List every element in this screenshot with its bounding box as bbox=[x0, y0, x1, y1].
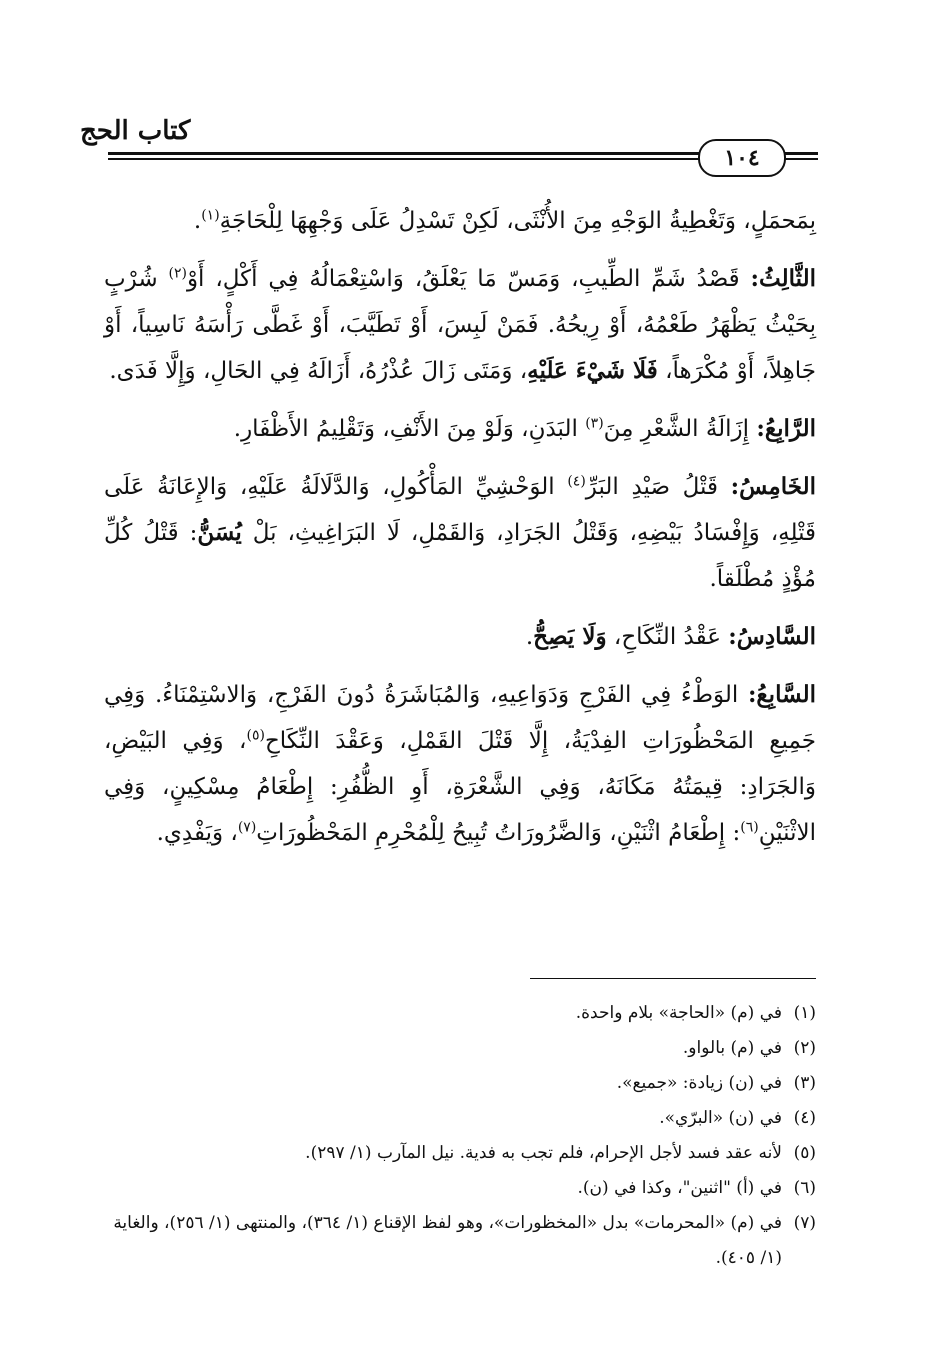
text-segment: إِزَالَةُ الشَّعْرِ مِنَ bbox=[603, 416, 757, 442]
footnote-text: في (أ) "اثنين"، وكذا في (ن). bbox=[577, 1178, 782, 1198]
footnote-item bbox=[104, 1101, 816, 1136]
footnotes bbox=[104, 996, 816, 1276]
emphasized-text: وَلَا يَصِحُّ bbox=[533, 623, 607, 650]
footnote-item bbox=[104, 1136, 816, 1171]
footnote-text: لأنه عقد فسد لأجل الإحرام، فلم تجب به فدية. نيل المآرب (١/ ٢٩٧). bbox=[305, 1143, 782, 1163]
paragraph-heading: الخَامِسُ: bbox=[730, 473, 816, 500]
paragraph bbox=[104, 672, 816, 856]
text-segment: الوَحْشِيِّ المَأْكُولِ، وَالدَّلَالَةُ عَلَيْهِ، وَالإِعَانَةُ عَلَى قَتْلِهِ، وَإِفْسَادُ بَيْضِهِ، وَقَتْلُ الجَرَادِ، وَالقَمْلِ، لَا البَرَاغِيثِ، بَلْ bbox=[104, 474, 817, 546]
footnote-reference[interactable]: (٢) bbox=[168, 265, 187, 282]
footnote-reference[interactable]: (٥) bbox=[246, 727, 265, 744]
footnote-item bbox=[104, 1066, 816, 1101]
footnote-number: (١) bbox=[793, 1003, 816, 1023]
footnote-number: (٤) bbox=[793, 1108, 816, 1128]
main-text bbox=[104, 198, 816, 868]
header-rule-end bbox=[790, 152, 818, 160]
footnote-reference[interactable]: (٧) bbox=[237, 819, 257, 836]
paragraph bbox=[104, 464, 816, 602]
text-segment: قَصْدُ شَمِّ الطِّيبِ، وَمَسّ مَا يَعْلَقُ، وَاسْتِعْمَالُهُ فِي أَكْلٍ، أَوْ bbox=[186, 266, 751, 292]
paragraph bbox=[104, 198, 816, 244]
footnote-reference[interactable]: (٣) bbox=[585, 415, 604, 432]
footnote-text: في (ن) زيادة: «جميع». bbox=[616, 1073, 782, 1093]
paragraph-heading: الرَّابِعُ: bbox=[756, 415, 816, 442]
footnote-item bbox=[104, 1206, 816, 1276]
footnote-text: في (م) «الحاجة» بلام واحدة. bbox=[575, 1003, 782, 1023]
footnote-number: (٦) bbox=[793, 1178, 816, 1198]
emphasized-text: فَلَا شَيْءَ عَلَيْهِ bbox=[527, 357, 658, 384]
text-segment: . bbox=[193, 208, 202, 234]
paragraph bbox=[104, 406, 816, 452]
footnote-text: في (ن) «البرّي». bbox=[659, 1108, 782, 1128]
text-segment: بِمَحمَلٍ، وَتَغْطِيةُ الوَجْهِ مِنَ الأُنْثَى، لَكِنْ تَسْدِلُ عَلَى وَجْهِهَا لِلْحَاجَةِ bbox=[219, 208, 816, 234]
footnote-reference[interactable]: (٤) bbox=[567, 473, 586, 490]
paragraph bbox=[104, 614, 816, 660]
footnote-text: في (م) بالواو. bbox=[682, 1038, 782, 1058]
footnote-number: (٧) bbox=[793, 1213, 816, 1233]
paragraph-heading: الثَّالِثُ: bbox=[750, 265, 816, 292]
text-segment: قَتْلُ صَيْدِ البَرِّ bbox=[585, 474, 731, 500]
page-number: ١٠٤ bbox=[698, 139, 786, 177]
footnote-separator bbox=[530, 978, 816, 979]
text-segment: : قَتْلُ كُلِّ مُؤْذٍ مُطْلَقاً. bbox=[104, 520, 816, 592]
footnote-item bbox=[104, 1171, 816, 1206]
text-segment: الوَطْءُ فِي الفَرْجِ وَدَوَاعِيهِ، وَالمُبَاشَرَةُ دُونَ الفَرْجِ، وَالاسْتِمْنَاءُ. وَفِي جَمِيعِ المَحْظُورَاتِ الفِدْيَةُ، إِلَّا قَتْلَ القَمْلِ، وَعَقْدَ النِّكَاحِ bbox=[104, 682, 816, 754]
paragraph-heading: السَّابِعُ: bbox=[747, 681, 816, 708]
footnote-item bbox=[104, 996, 816, 1031]
text-segment: ، وَيَفْدِي. bbox=[156, 820, 238, 846]
footnote-number: (٥) bbox=[793, 1143, 816, 1163]
paragraph bbox=[104, 256, 816, 394]
text-segment: شُرْبٍ بِحَيْثُ يَظْهَرُ طَعْمُهُ، أَوْ رِيحُهُ. فَمَنْ لَبِسَ، أَوْ تَطَيَّبَ، أَوْ غَطَّى رَأْسَهُ نَاسِياً، أَوْ جَاهِلاً، أَوْ مُكْرَهاً، bbox=[104, 266, 816, 384]
footnote-text: في (م) «المحرمات» بدل «المخظورات»، وهو لفظ الإقناع (١/ ٣٦٤)، والمنتهى (١/ ٢٥٦)، والغاية (١/ ٤٠٥). bbox=[113, 1213, 782, 1268]
footnote-reference[interactable]: (١) bbox=[201, 207, 220, 224]
text-segment: ، وَمَتَى زَالَ عُذْرُهُ، أَزَالَهُ فِي الحَالِ، وَإِلَّا فَدَى. bbox=[109, 358, 528, 384]
footnote-item bbox=[104, 1031, 816, 1066]
text-segment: عَقْدُ النِّكَاحِ، bbox=[606, 624, 729, 650]
text-segment: ، وَفِي البَيْضِ، وَالجَرَادِ: قِيمَتُهُ مَكَانَهُ، وَفِي الشَّعْرَةِ، أَوِ الظُّفُرِ: إِطْعَامُ مِسْكِينٍ، وَفِي الاثْنَيْنِ bbox=[104, 728, 816, 846]
paragraph-heading: السَّادِسُ: bbox=[728, 623, 816, 650]
text-segment: البَدَنِ، وَلَوْ مِنَ الأَنْفِ، وَتَقْلِيمُ الأَظْفَارِ. bbox=[233, 416, 586, 442]
emphasized-text: يُسَنُّ bbox=[197, 519, 242, 546]
footnote-reference[interactable]: (٦) bbox=[740, 819, 759, 836]
text-segment: . bbox=[525, 624, 534, 650]
footnote-number: (٢) bbox=[793, 1038, 816, 1058]
running-header-title: كتاب الحج bbox=[80, 116, 191, 146]
footnote-number: (٣) bbox=[793, 1073, 816, 1093]
text-segment: : إِطْعَامُ اثْنَيْنِ، وَالضَّرُورَاتُ تُبِيحُ لِلْمُحْرِمِ المَحْظُورَاتِ bbox=[256, 820, 741, 846]
